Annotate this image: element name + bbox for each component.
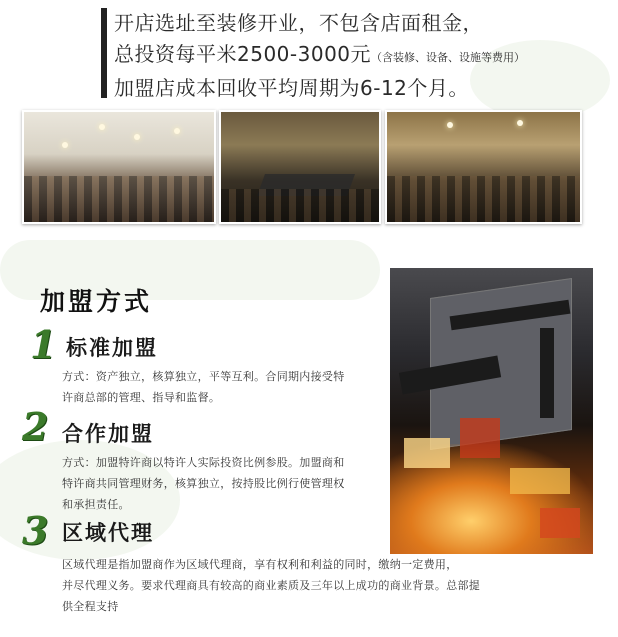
intro-line-2 [114, 39, 604, 73]
section-number-2: 2 [22, 404, 49, 449]
section-body-cooperative [62, 452, 382, 515]
section-title-regional: 区域代理 [62, 521, 154, 545]
section-body-line: 方式：加盟特许商以特许人实际投资比例参股。加盟商和 [62, 456, 345, 469]
restaurant-diners-photo [219, 110, 381, 224]
section-body-line: 特许商共同管理财务，核算独立，按持股比例行使管理权 [62, 477, 345, 490]
restaurant-hall-photo [385, 110, 582, 224]
franchise-methods-heading: 加盟方式 [40, 287, 153, 316]
section-title-cooperative: 合作加盟 [62, 422, 154, 446]
section-body-line: 区域代理是指加盟商作为区域代理商，享有权利和利益的同时，缴纳一定费用， [62, 558, 458, 571]
section-body-line: 和承担责任。 [62, 498, 130, 511]
intro-accent-bar [101, 8, 107, 98]
section-body-line: 并尽代理义务。要求代理商具有较高的商业素质及三年以上成功的商业背景。总部提 [62, 579, 481, 592]
storefront-photo [390, 268, 593, 554]
intro-investment-text: 总投资每平米2500-3000元 [114, 42, 372, 66]
intro-line-1: 开店选址至装修开业，不包含店面租金， [114, 11, 483, 35]
section-body-standard [62, 366, 382, 408]
section-title-standard: 标准加盟 [66, 336, 158, 360]
section-body-line: 方式：资产独立，核算独立，平等互利。合同期内接受特 [62, 370, 345, 383]
section-number-1: 1 [30, 322, 57, 367]
section-number-3: 3 [22, 508, 49, 553]
intro-block [114, 8, 604, 104]
section-body-line: 供全程支持 [62, 600, 119, 613]
intro-investment-note: （含装修、设备、设施等费用） [371, 51, 526, 64]
section-body-line: 许商总部的管理、指导和监督。 [62, 391, 221, 404]
section-body-regional [62, 554, 582, 617]
intro-line-3: 加盟店成本回收平均周期为6-12个月。 [114, 76, 469, 100]
restaurant-interior-photo [22, 110, 216, 224]
